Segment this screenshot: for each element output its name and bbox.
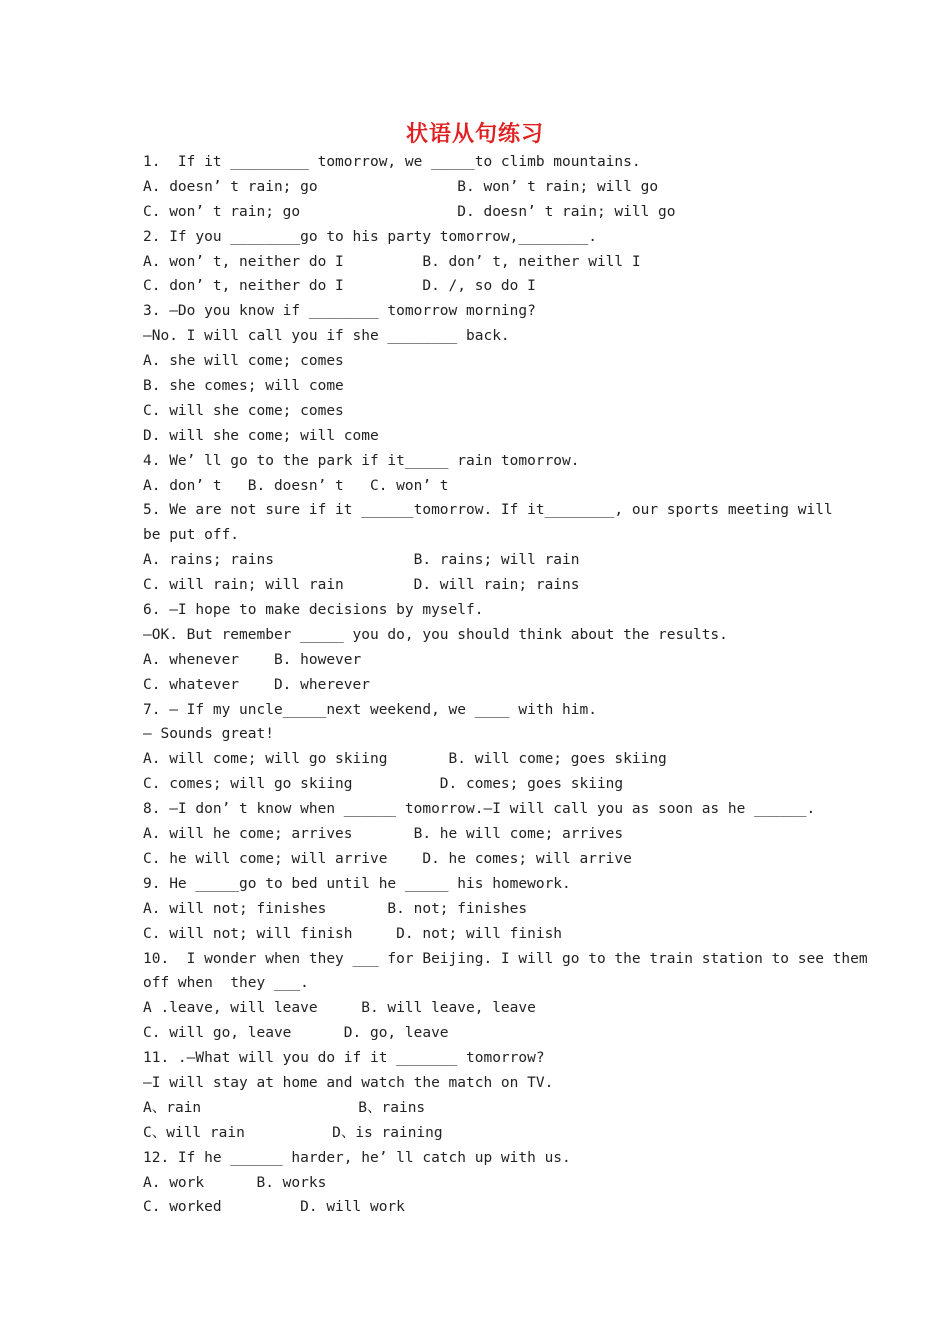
- document-body: [143, 150, 868, 1220]
- question-11-stem: 11. .—What will you do if it _______ tomorrow?: [143, 1050, 545, 1067]
- question-3-stem: 3. —Do you know if ________ tomorrow morning?: [143, 303, 536, 320]
- question-12-options-cd: C. worked D. will work: [143, 1199, 405, 1216]
- question-12-options-ab: A. work B. works: [143, 1174, 327, 1191]
- question-5-options-ab: A. rains; rains B. rains; will rain: [143, 552, 580, 569]
- question-10-options-ab: A .leave, will leave B. will leave, leave: [143, 1000, 536, 1017]
- question-7-options-ab: A. will come; will go skiing B. will come; goes skiing: [143, 751, 667, 768]
- question-10-options-cd: C. will go, leave D. go, leave: [143, 1025, 449, 1042]
- question-11-stem-reply: —I will stay at home and watch the match on TV.: [143, 1074, 554, 1091]
- question-1-options-ab: A. doesn’ t rain; go B. won’ t rain; will go: [143, 178, 659, 195]
- question-3-option-c: C. will she come; comes: [143, 402, 344, 419]
- question-4-options: A. don’ t B. doesn’ t C. won’ t: [143, 477, 449, 494]
- question-6-options-ab: A. whenever B. however: [143, 651, 362, 668]
- question-10-stem: 10. I wonder when they ___ for Beijing. I will go to the train station to see them: [143, 950, 868, 967]
- question-7-stem-reply: — Sounds great!: [143, 726, 274, 743]
- question-3-option-a: A. she will come; comes: [143, 353, 344, 370]
- question-3-option-b: B. she comes; will come: [143, 378, 344, 395]
- question-5-stem-cont: be put off.: [143, 527, 240, 544]
- question-2-stem: 2. If you ________go to his party tomorrow,________.: [143, 228, 597, 245]
- question-6-stem: 6. —I hope to make decisions by myself.: [143, 602, 484, 619]
- question-8-stem: 8. —I don’ t know when ______ tomorrow.—I will call you as soon as he ______.: [143, 801, 816, 818]
- question-11-options-ab: A、rain B、rains: [143, 1099, 426, 1116]
- question-10-stem-cont: off when they ___.: [143, 975, 309, 992]
- question-6-stem-reply: —OK. But remember _____ you do, you should think about the results.: [143, 626, 728, 643]
- question-9-options-ab: A. will not; finishes B. not; finishes: [143, 900, 528, 917]
- question-5-options-cd: C. will rain; will rain D. will rain; rains: [143, 577, 580, 594]
- question-12-stem: 12. If he ______ harder, he’ ll catch up with us.: [143, 1149, 571, 1166]
- question-9-options-cd: C. will not; will finish D. not; will finish: [143, 925, 563, 942]
- question-3-option-d: D. will she come; will come: [143, 427, 379, 444]
- question-5-stem: 5. We are not sure if it ______tomorrow. If it________, our sports meeting will: [143, 502, 833, 519]
- question-11-options-cd: C、will rain D、is raining: [143, 1124, 443, 1141]
- question-2-options-cd: C. don’ t, neither do I D. /, so do I: [143, 278, 536, 295]
- question-1-options-cd: C. won’ t rain; go D. doesn’ t rain; will go: [143, 203, 676, 220]
- question-8-options-cd: C. he will come; will arrive D. he comes; will arrive: [143, 850, 632, 867]
- question-7-options-cd: C. comes; will go skiing D. comes; goes skiing: [143, 776, 624, 793]
- question-2-options-ab: A. won’ t, neither do I B. don’ t, neither will I: [143, 253, 641, 270]
- question-4-stem: 4. We’ ll go to the park if it_____ rain tomorrow.: [143, 452, 580, 469]
- question-6-options-cd: C. whatever D. wherever: [143, 676, 370, 693]
- page-title: 状语从句练习: [405, 122, 544, 147]
- question-3-stem-reply: —No. I will call you if she ________ back.: [143, 328, 510, 345]
- question-9-stem: 9. He _____go to bed until he _____ his homework.: [143, 875, 571, 892]
- question-1-stem: 1. If it _________ tomorrow, we _____to climb mountains.: [143, 154, 641, 170]
- question-8-options-ab: A. will he come; arrives B. he will come; arrives: [143, 826, 624, 843]
- question-7-stem: 7. — If my uncle_____next weekend, we ____ with him.: [143, 701, 597, 718]
